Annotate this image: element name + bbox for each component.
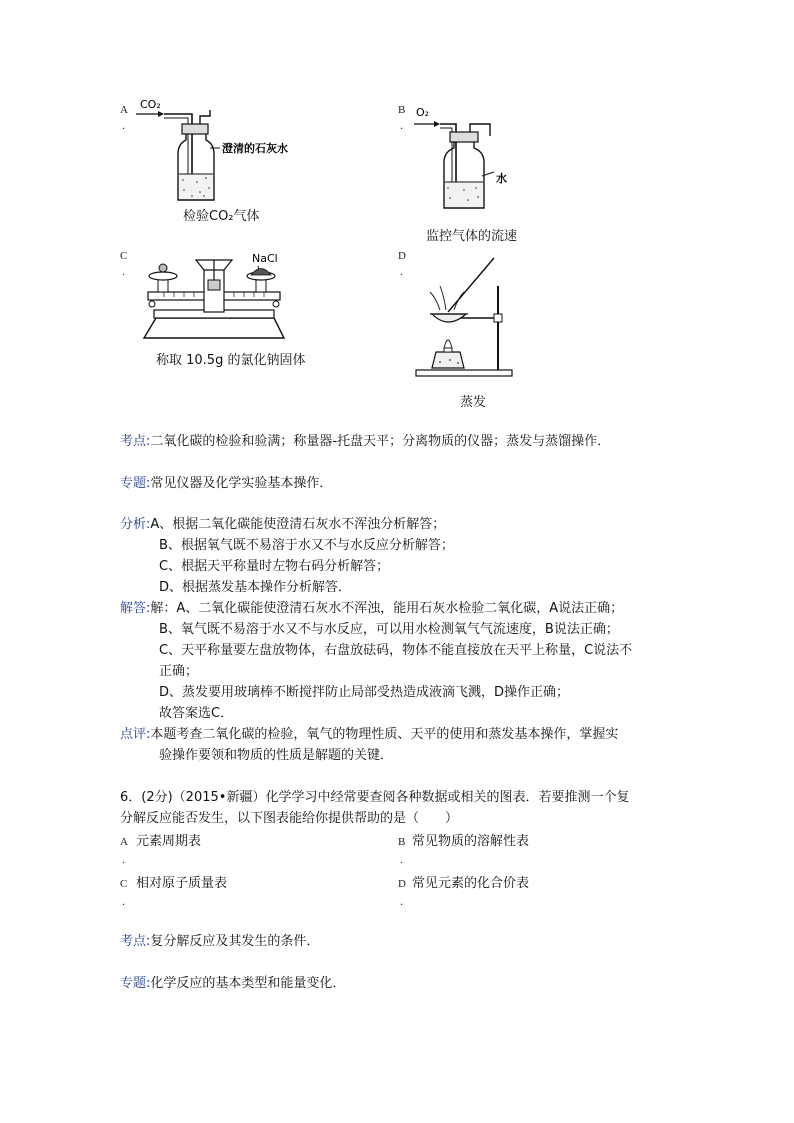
- q6-kaodian-label: 考点:: [120, 934, 151, 949]
- evaporation-setup-figure: [410, 252, 520, 380]
- option-b-dot: .: [400, 118, 403, 132]
- q6-option-d-dot: .: [400, 894, 403, 908]
- option-d-dot: .: [400, 264, 403, 278]
- q6-option-c-letter: C: [120, 878, 128, 890]
- q6-zhuanti-text: 化学反应的基本类型和能量变化．: [150, 976, 346, 991]
- q5-jieda-label: 解答:: [120, 601, 151, 616]
- q5-zhuanti-row: [120, 474, 332, 494]
- q5-jieda-line-4: 正确；: [159, 664, 199, 679]
- q6-kaodian-text: 复分解反应及其发生的条件．: [150, 934, 320, 949]
- q5-jieda-line-5: D、蒸发要用玻璃棒不断搅拌防止局部受热造成液滴飞溅，D操作正确；: [159, 685, 570, 700]
- option-b-letter: B: [398, 104, 406, 116]
- q6-zhuanti-row: [120, 974, 345, 994]
- water-label: 水: [496, 172, 507, 185]
- q6-option-d-text: 常见元素的化合价表: [412, 876, 530, 891]
- option-a-letter: A: [120, 104, 128, 116]
- q6-option-c-text: 相对原子质量表: [136, 876, 228, 891]
- q6-option-a-text: 元素周期表: [136, 834, 202, 849]
- gas-washing-bottle-lime-water-figure: [134, 96, 304, 214]
- q6-option-d-letter: D: [398, 878, 406, 890]
- q5-fenxi-label: 分析:: [120, 517, 151, 532]
- q6-stem-line-2: 分解反应能否发生，以下图表能给你提供帮助的是（ ）: [120, 811, 459, 826]
- q6-option-b-letter: B: [398, 836, 406, 848]
- q5-jieda-line-1: 解：A、二氧化碳能使澄清石灰水不浑浊，能用石灰水检验二氧化碳，A说法正确；: [150, 601, 624, 616]
- q5-fenxi-line-4: D、根据蒸发基本操作分析解答．: [159, 580, 352, 595]
- option-c-letter: C: [120, 250, 128, 262]
- q5-fenxi-line-3: C、根据天平称量时左物右码分析解答；: [159, 559, 390, 574]
- q5-fenxi-row: [120, 515, 445, 535]
- q6-zhuanti-label: 专题:: [120, 976, 151, 991]
- q5-zhuanti-text: 常见仪器及化学实验基本操作．: [150, 476, 333, 491]
- option-d-letter: D: [398, 250, 406, 262]
- option-a-caption: 检验CO₂气体: [183, 209, 260, 224]
- q5-jieda-line-6: 故答案选C．: [159, 706, 234, 721]
- o2-label: O₂: [416, 106, 430, 119]
- option-d-caption: 蒸发: [460, 395, 487, 410]
- q5-fenxi-line-1: A、根据二氧化碳能使澄清石灰水不浑浊分析解答；: [150, 517, 446, 532]
- q5-kaodian-label: 考点:: [120, 434, 151, 449]
- q6-option-c-dot: .: [122, 894, 125, 908]
- nacl-label: NaCl: [252, 252, 278, 265]
- q6-option-b-dot: .: [400, 852, 403, 866]
- option-c-caption: 称取 10.5g 的氯化钠固体: [156, 353, 306, 368]
- q6-option-a-letter: A: [120, 836, 128, 848]
- q5-jieda-line-3: C、天平称量要左盘放物体，右盘放砝码，物体不能直接放在天平上称量，C说法不: [159, 643, 633, 658]
- q6-stem-line-1: 6．(2分)（2015•新疆）化学学习中经常要查阅各种数据或相关的图表．若要推测一个复: [120, 790, 630, 805]
- q6-option-b-text: 常见物质的溶解性表: [412, 834, 530, 849]
- tray-balance-figure: [134, 248, 294, 344]
- option-a-dot: .: [122, 118, 125, 132]
- q5-dianping-row: [120, 725, 618, 745]
- q5-kaodian-text: 二氧化碳的检验和验满；称量器-托盘天平；分离物质的仪器；蒸发与蒸馏操作．: [150, 434, 611, 449]
- q5-jieda-row: [120, 599, 623, 619]
- q5-kaodian-row: [120, 432, 610, 452]
- gas-washing-bottle-water-figure: [412, 100, 542, 220]
- co2-label: CO₂: [140, 98, 161, 111]
- q6-kaodian-row: [120, 932, 319, 952]
- q6-option-a-dot: .: [122, 852, 125, 866]
- q5-zhuanti-label: 专题:: [120, 476, 151, 491]
- option-b-caption: 监控气体的流速: [426, 229, 518, 244]
- q5-dianping-line-1: 本题考查二氧化碳的检验，氧气的物理性质、天平的使用和蒸发基本操作，掌握实: [150, 727, 619, 742]
- lime-water-label: 澄清的石灰水: [222, 142, 288, 155]
- option-c-dot: .: [122, 264, 125, 278]
- q5-jieda-line-2: B、氧气既不易溶于水又不与水反应，可以用水检测氧气气流速度，B说法正确；: [159, 622, 619, 637]
- q5-dianping-line-2: 验操作要领和物质的性质是解题的关键．: [159, 748, 394, 763]
- q5-dianping-label: 点评:: [120, 727, 151, 742]
- q5-fenxi-line-2: B、根据氧气既不易溶于水又不与水反应分析解答；: [159, 538, 454, 553]
